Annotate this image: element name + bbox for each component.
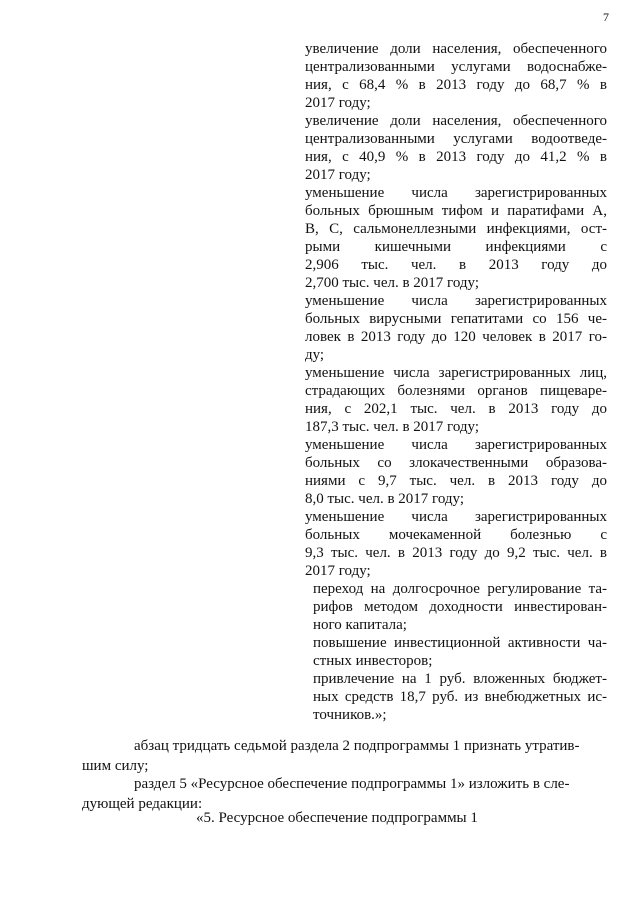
column-line: В, С, сальмонеллезными инфекциями, ост-	[305, 221, 607, 237]
column-line: увеличение доли населения, обеспеченного	[305, 113, 607, 129]
column-line: точников.»;	[313, 707, 387, 723]
column-line: рыми кишечными инфекциями с	[305, 239, 607, 255]
column-line: уменьшение числа зарегистрированных лиц,	[305, 365, 607, 381]
indicator-column	[305, 40, 607, 724]
column-line: стных инвесторов;	[313, 653, 433, 669]
column-line: увеличение доли населения, обеспеченного	[305, 41, 607, 57]
column-line: 8,0 тыс. чел. в 2017 году;	[305, 491, 465, 507]
column-line: 187,3 тыс. чел. в 2017 году;	[305, 419, 480, 435]
column-line: ду;	[305, 347, 325, 363]
column-line: ного капитала;	[313, 617, 407, 633]
column-line: больных мочекаменной болезнью с	[305, 527, 607, 543]
column-line: ных средств 18,7 руб. из внебюджетных ис-	[313, 689, 607, 705]
column-line: ния, с 202,1 тыс. чел. в 2013 году до	[305, 401, 607, 417]
column-line: привлечение на 1 руб. вложенных бюджет-	[313, 671, 607, 687]
column-line: 2017 году;	[305, 95, 371, 111]
column-line: уменьшение числа зарегистрированных	[305, 293, 607, 309]
paragraph-section-5-line-1: раздел 5 «Ресурсное обеспечение подпрограммы 1» изложить в сле-	[134, 776, 570, 792]
column-line: больных вирусными гепатитами со 156 че-	[305, 311, 607, 327]
paragraph-repeal-line-2: шим силу;	[82, 758, 149, 774]
column-line: уменьшение числа зарегистрированных	[305, 185, 607, 201]
column-line: ловек в 2013 году до 120 человек в 2017 го-	[305, 329, 607, 345]
column-line: повышение инвестиционной активности ча-	[313, 635, 607, 651]
column-line: ния, с 40,9 % в 2013 году до 41,2 % в	[305, 149, 607, 165]
section-heading: «5. Ресурсное обеспечение подпрограммы 1	[196, 810, 478, 826]
column-line: больных со злокачественными образова-	[305, 455, 607, 471]
page-number: 7	[603, 10, 609, 24]
column-line: 2,700 тыс. чел. в 2017 году;	[305, 275, 480, 291]
column-line: централизованными услугами водоснабже-	[305, 59, 607, 75]
column-line: централизованными услугами водоотведе-	[305, 131, 607, 147]
column-line: 2017 году;	[305, 167, 371, 183]
paragraph-repeal-line-1: абзац тридцать седьмой раздела 2 подпрограммы 1 признать утратив-	[134, 738, 580, 754]
column-line: уменьшение числа зарегистрированных	[305, 509, 607, 525]
column-line: 2017 году;	[305, 563, 371, 579]
paragraph-repeal	[82, 736, 606, 776]
column-line: 2,906 тыс. чел. в 2013 году до	[305, 257, 607, 273]
column-line: переход на долгосрочное регулирование та-	[313, 581, 607, 597]
paragraph-section-5	[82, 774, 606, 814]
column-line: уменьшение числа зарегистрированных	[305, 437, 607, 453]
column-line: ниями с 9,7 тыс. чел. в 2013 году до	[305, 473, 607, 489]
column-line: ния, с 68,4 % в 2013 году до 68,7 % в	[305, 77, 607, 93]
column-line: 9,3 тыс. чел. в 2013 году до 9,2 тыс. чел. в	[305, 545, 607, 561]
column-line: страдающих болезнями органов пищеваре-	[305, 383, 607, 399]
column-line: рифов методом доходности инвестирован-	[313, 599, 607, 615]
column-line: больных брюшным тифом и паратифами А,	[305, 203, 607, 219]
paragraph-section-5-line-2: дующей редакции:	[82, 796, 203, 812]
